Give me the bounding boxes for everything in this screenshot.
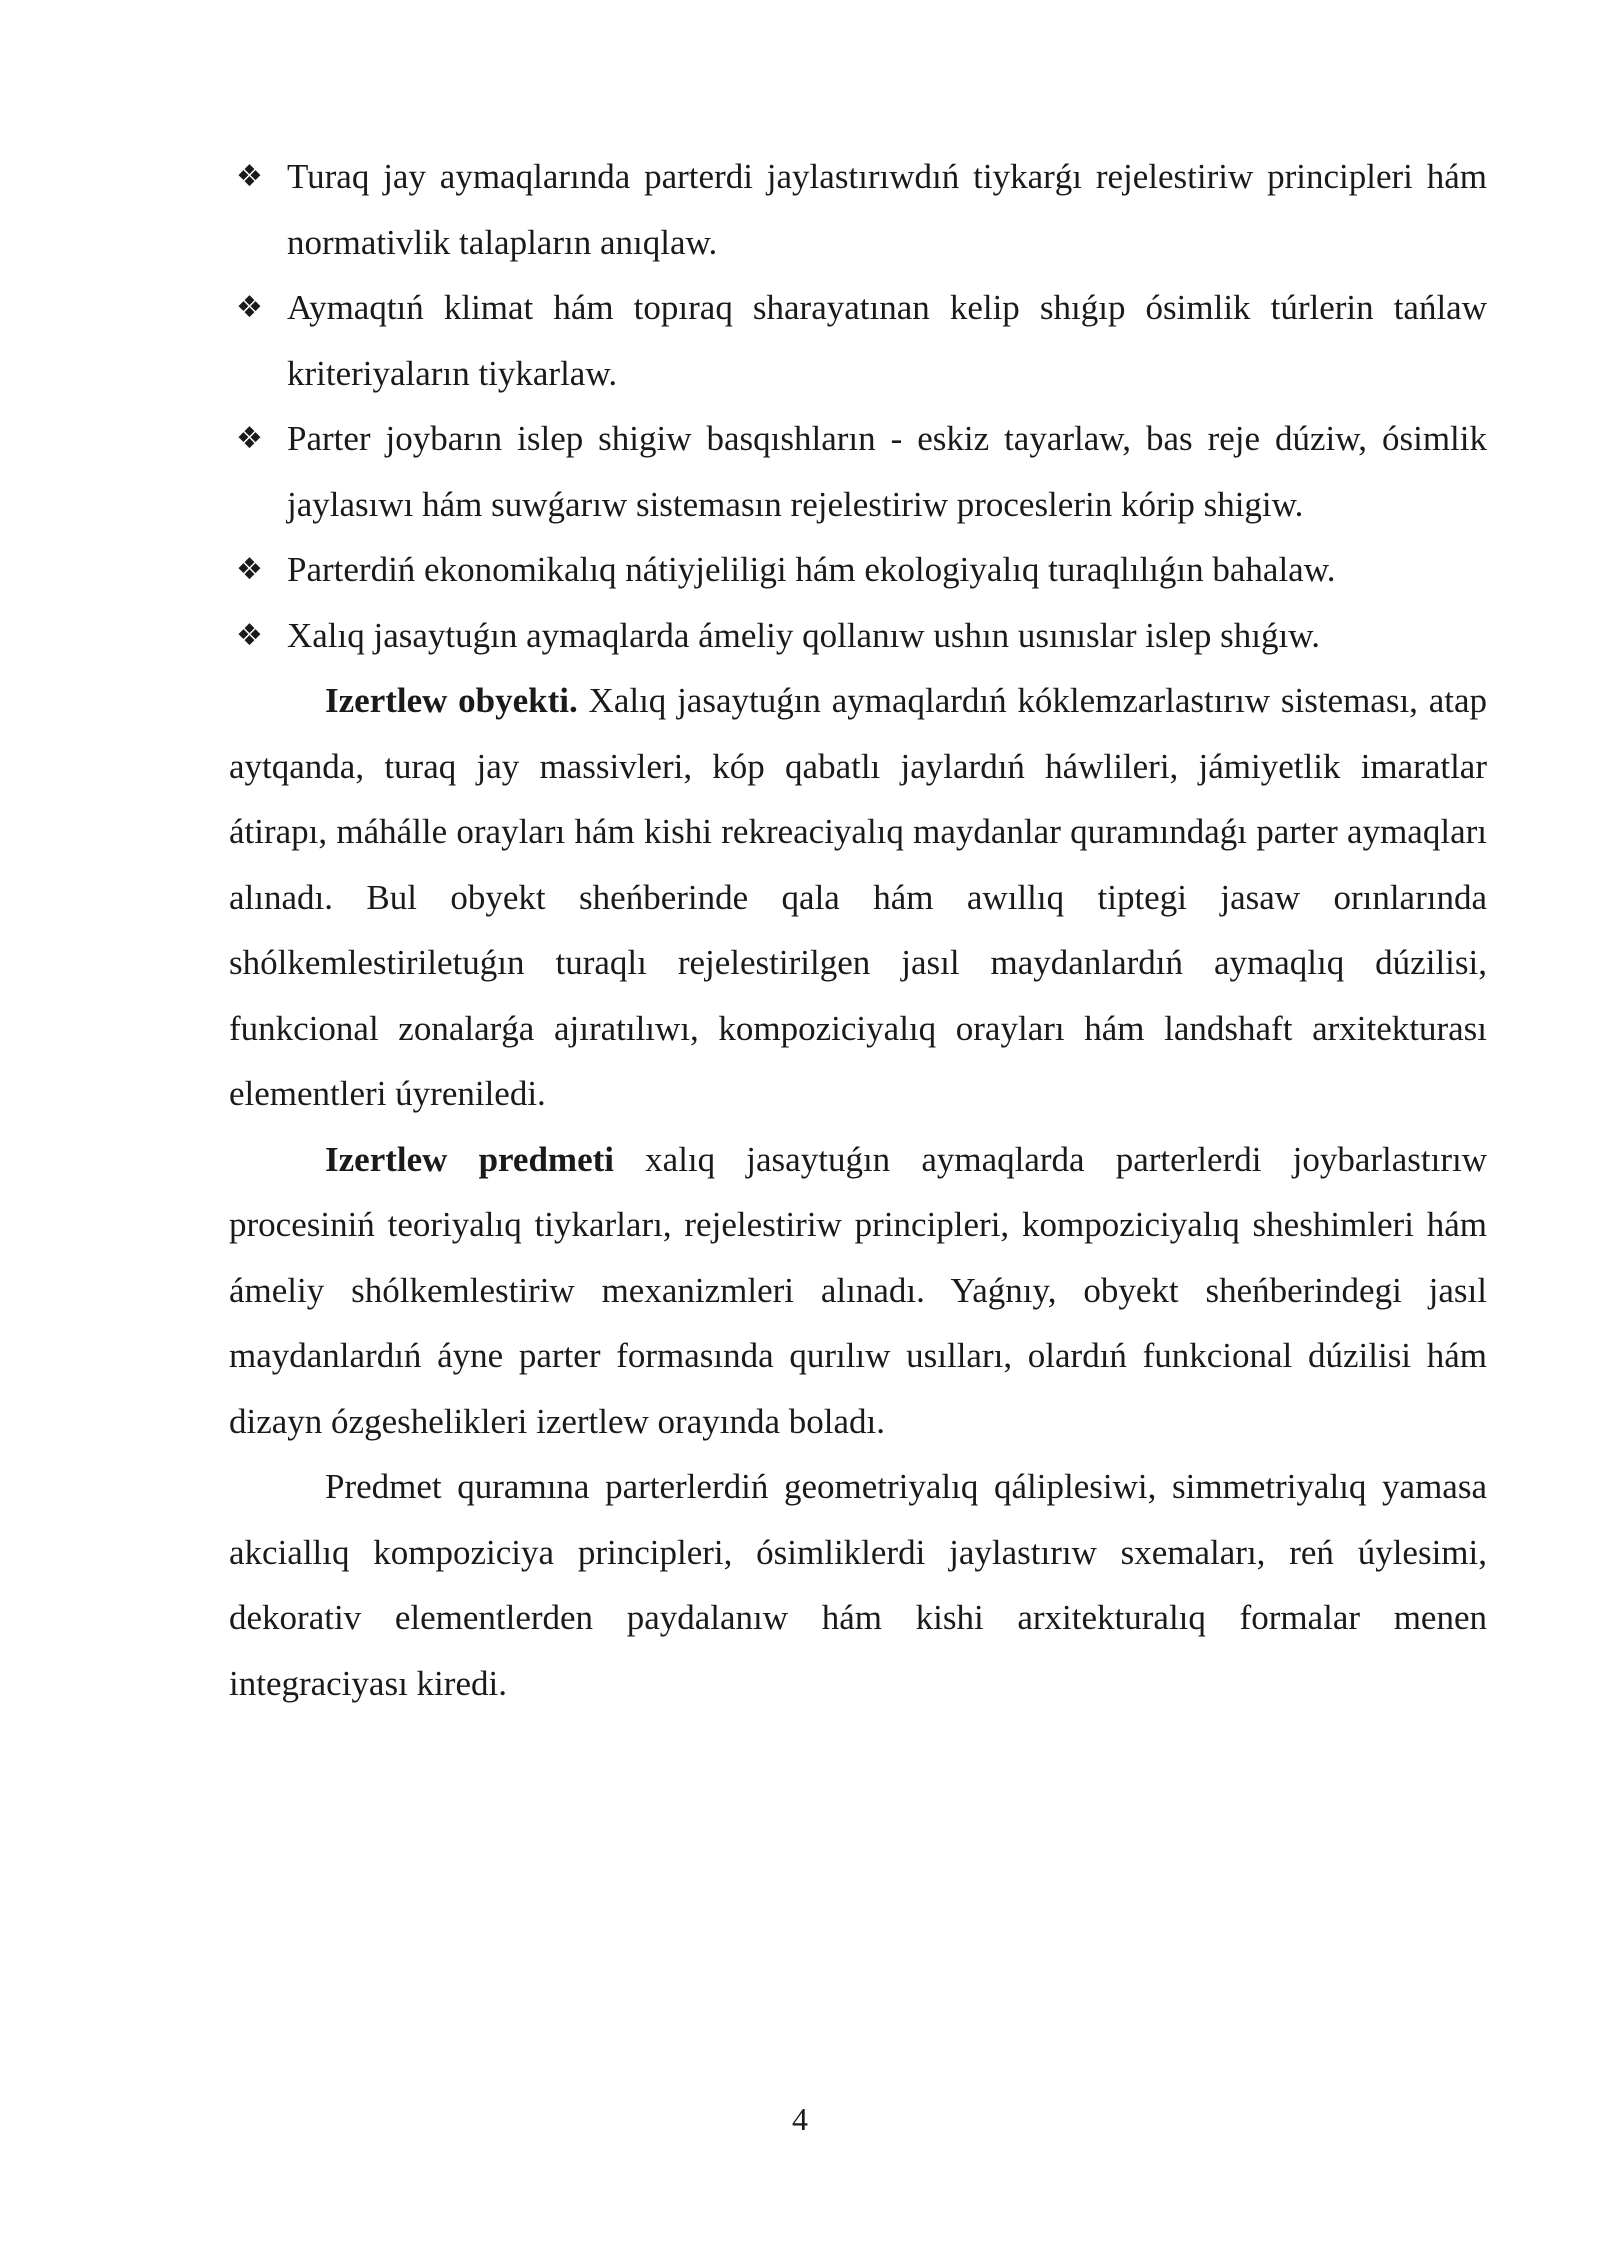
subject-composition-text: Predmet quramına parterlerdiń geometriyalıq qáliplesiwi, simmetriyalıq yamasa akciallıq kompoziciya principleri, ósimliklerdi jaylastırıw sxemaları, reń úylesimi, dekorativ elementlerden paydalanıw hám kishi arxitekturalıq formalar menen integraciyası kiredi. — [229, 1467, 1487, 1703]
objectives-list — [229, 144, 1487, 668]
research-object-paragraph — [229, 668, 1487, 1127]
research-subject-paragraph — [229, 1127, 1487, 1455]
list-item — [229, 406, 1487, 537]
list-item-text: Parter joybarın islep shigiw basqıshların - eskiz tayarlaw, bas reje dúziw, ósimlik jaylasıwı hám suwǵarıw sistemasın rejelestiriw proceslerin kórip shigiw. — [287, 419, 1487, 524]
list-item-text: Parterdiń ekonomikalıq nátiyjeliligi hám ekologiyalıq turaqlılıǵın bahalaw. — [287, 550, 1336, 589]
list-item-text: Aymaqtıń klimat hám topıraq sharayatınan kelip shıǵıp ósimlik túrlerin tańlaw kriteriyaların tiykarlaw. — [287, 288, 1487, 393]
research-subject-heading: Izertlew predmeti — [325, 1139, 615, 1179]
research-object-text: Xalıq jasaytuǵın aymaqlardıń kóklemzarlastırıw sisteması, atap aytqanda, turaq jay massivleri, kóp qabatlı jaylardıń háwlileri, jámiyetlik imaratlar átirapı, máhálle orayları hám kishi rekreaciyalıq maydanlar quramındaǵı parter aymaqları alınadı. Bul obyekt sheńberinde qala hám awıllıq tiptegi jasaw orınlarında shólkemlestiriletuǵın turaqlı rejelestirilgen jasıl maydanlardıń aymaqlıq dúzilisi, funkcional zonalarǵa ajıratılıwı, kompoziciyalıq orayları hám landshaft arxitekturası elementleri úyreniledi. — [229, 681, 1487, 1113]
diamond-bullet-icon: ❖ — [236, 290, 263, 325]
research-subject-text: xalıq jasaytuǵın aymaqlarda parterlerdi joybarlastırıw procesiniń teoriyalıq tiykarları, rejelestiriw principleri, kompoziciyalıq sheshimleri hám ámeliy shólkemlestiriw mexanizmleri alınadı. Yaǵnıy, obyekt sheńberindegi jasıl maydanlardıń áyne parter formasında qurılıw usılları, olardıń funkcional dúzilisi hám dizayn ózgeshelikleri izertlew orayında boladı. — [229, 1139, 1487, 1441]
diamond-bullet-icon: ❖ — [236, 617, 263, 653]
page-number: 4 — [792, 2101, 808, 2137]
research-object-heading: Izertlew obyekti. — [325, 681, 578, 720]
diamond-bullet-icon: ❖ — [236, 421, 263, 456]
list-item — [229, 603, 1487, 669]
diamond-bullet-icon: ❖ — [236, 159, 263, 194]
page-body — [229, 144, 1487, 1716]
list-item — [229, 144, 1487, 275]
diamond-bullet-icon: ❖ — [236, 552, 263, 587]
list-item-text: Turaq jay aymaqlarında parterdi jaylastırıwdıń tiykarǵı rejelestiriw principleri hám normativlik talapların anıqlaw. — [287, 157, 1487, 262]
subject-composition-paragraph — [229, 1454, 1487, 1716]
list-item — [229, 537, 1487, 603]
list-item — [229, 275, 1487, 406]
list-item-text: Xalıq jasaytuǵın aymaqlarda ámeliy qollanıw ushın usınıslar islep shıǵıw. — [287, 615, 1320, 655]
